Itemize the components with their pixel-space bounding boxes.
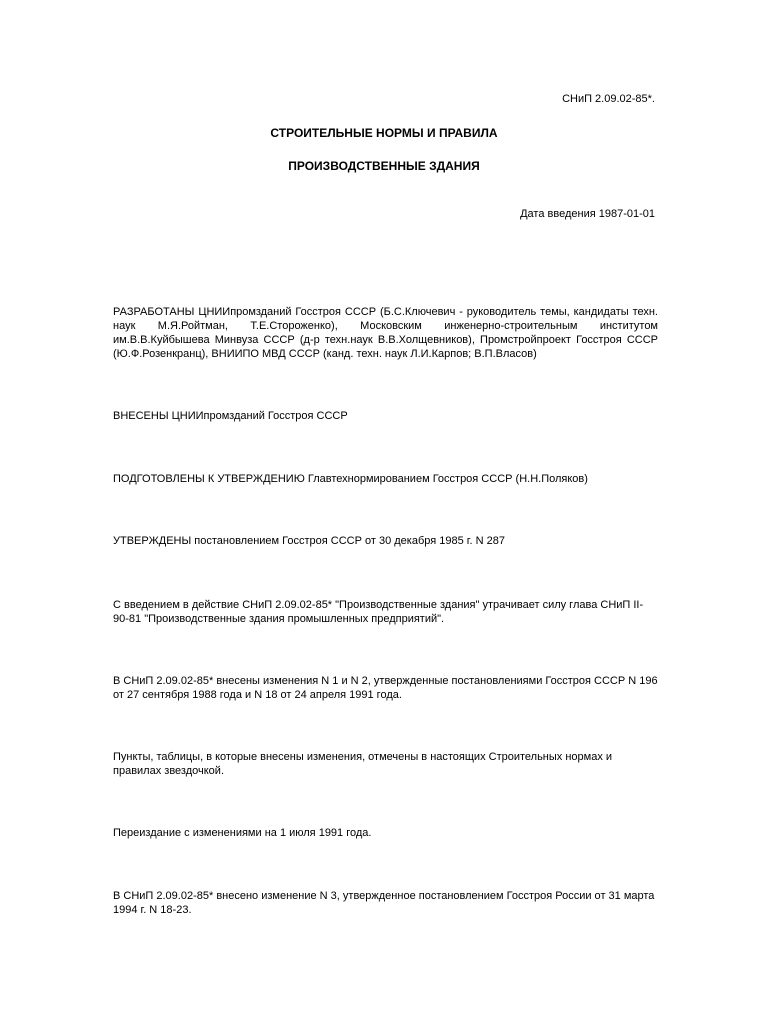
effective-date: Дата введения 1987-01-01 bbox=[520, 208, 655, 220]
change-3-paragraph: В СНиП 2.09.02-85* внесено изменение N 3, утвержденное постановлением Госстроя России от 31 марта 1994 г. N 18-23. bbox=[113, 890, 655, 916]
reissue-paragraph: Переиздание с изменениями на 1 июля 1991 года. bbox=[113, 827, 372, 839]
introduced-by-paragraph: ВНЕСЕНЫ ЦНИИпромзданий Госстроя СССР bbox=[113, 410, 348, 422]
document-code: СНиП 2.09.02-85*. bbox=[562, 93, 655, 105]
prepared-for-approval-paragraph: ПОДГОТОВЛЕНЫ К УТВЕРЖДЕНИЮ Главтехнормированием Госстроя СССР (Н.Н.Поляков) bbox=[113, 473, 588, 485]
developed-by-paragraph: РАЗРАБОТАНЫ ЦНИИпромзданий Госстроя СССР (Б.С.Ключевич - руководитель темы, кандидаты техн. наук М.Я.Ройтман, Т.Е.Стороженко), Московским инженерно-строительным институтом им.В.В.Куйбышева Минвуза СССР (д-р техн.наук В.В.Холщевников), Промстройпроект Госстроя СССР (Ю.Ф.Розенкранц), ВНИИПО МВД СССР (канд. техн. наук Л.И.Карпов; В.П.Власов) bbox=[113, 306, 658, 360]
supersedes-paragraph: С введением в действие СНиП 2.09.02-85* "Производственные здания" утрачивает силу глава СНиП II-90-81 "Производственные здания промышленных предприятий". bbox=[113, 599, 644, 625]
marked-changes-paragraph: Пункты, таблицы, в которые внесены изменения, отмечены в настоящих Строительных нормах и правилах звездочкой. bbox=[113, 751, 613, 777]
document-subtitle: ПРОИЗВОДСТВЕННЫЕ ЗДАНИЯ bbox=[288, 159, 480, 173]
approved-by-paragraph: УТВЕРЖДЕНЫ постановлением Госстроя СССР от 30 декабря 1985 г. N 287 bbox=[113, 535, 505, 547]
document-title: СТРОИТЕЛЬНЫЕ НОРМЫ И ПРАВИЛА bbox=[270, 126, 498, 140]
changes-1-2-paragraph: В СНиП 2.09.02-85* внесены изменения N 1 и N 2, утвержденные постановлениями Госстроя СССР N 196 от 27 сентября 1988 года и N 18 от 24 апреля 1991 года. bbox=[113, 675, 658, 701]
